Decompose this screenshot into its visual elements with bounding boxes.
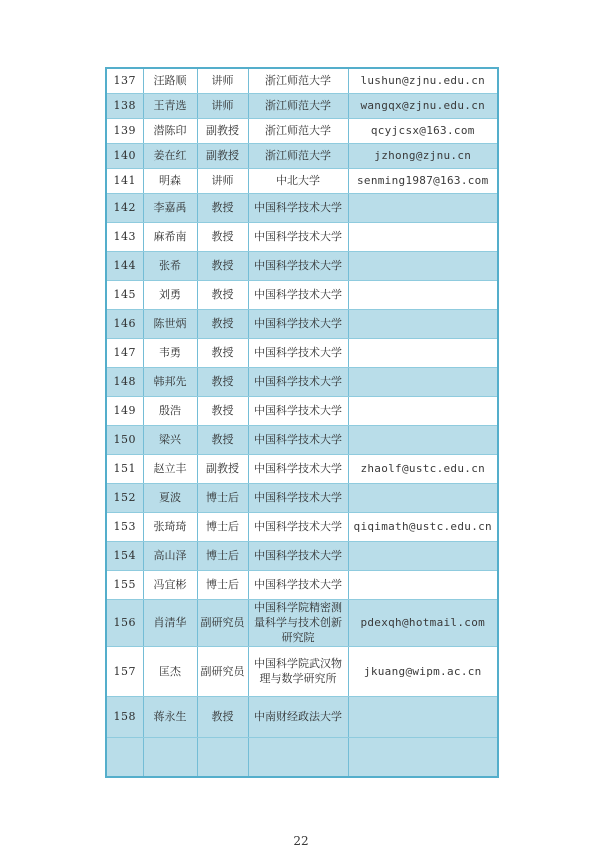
cell-index: 144 — [106, 251, 143, 280]
cell-index: 138 — [106, 93, 143, 118]
cell-name: 殷浩 — [143, 396, 197, 425]
table-row — [106, 512, 498, 541]
cell-email: lushun@zjnu.edu.cn — [348, 68, 498, 93]
cell-index: 157 — [106, 646, 143, 696]
cell-email — [348, 396, 498, 425]
cell-email — [348, 280, 498, 309]
cell-affiliation: 中南财经政法大学 — [248, 696, 348, 737]
cell-title: 讲师 — [197, 93, 248, 118]
cell-email — [348, 425, 498, 454]
cell-index: 142 — [106, 193, 143, 222]
table-row — [106, 396, 498, 425]
cell-index: 156 — [106, 599, 143, 646]
cell-email — [348, 338, 498, 367]
cell-affiliation: 中国科学技术大学 — [248, 570, 348, 599]
table-row — [106, 143, 498, 168]
cell-name: 陈世炳 — [143, 309, 197, 338]
cell-email: pdexqh@hotmail.com — [348, 599, 498, 646]
cell-name: 韩邦先 — [143, 367, 197, 396]
cell-email — [348, 570, 498, 599]
table-row — [106, 168, 498, 193]
cell-index: 152 — [106, 483, 143, 512]
cell-title: 副教授 — [197, 118, 248, 143]
cell-affiliation: 中国科学技术大学 — [248, 309, 348, 338]
cell-title: 教授 — [197, 309, 248, 338]
cell-title: 博士后 — [197, 512, 248, 541]
cell-affiliation: 中国科学院武汉物理与数学研究所 — [248, 646, 348, 696]
cell-affiliation: 中国科学技术大学 — [248, 280, 348, 309]
cell-affiliation: 浙江师范大学 — [248, 118, 348, 143]
table-row — [106, 425, 498, 454]
cell-title: 教授 — [197, 696, 248, 737]
cell-title: 教授 — [197, 222, 248, 251]
cell-email: jkuang@wipm.ac.cn — [348, 646, 498, 696]
cell-email — [348, 222, 498, 251]
table-row — [106, 93, 498, 118]
cell-email — [348, 483, 498, 512]
cell-title: 副教授 — [197, 454, 248, 483]
cell-name: 肖清华 — [143, 599, 197, 646]
cell-index: 153 — [106, 512, 143, 541]
cell-email: qiqimath@ustc.edu.cn — [348, 512, 498, 541]
cell-title: 博士后 — [197, 541, 248, 570]
cell-name: 汪路顺 — [143, 68, 197, 93]
cell-name: 蒋永生 — [143, 696, 197, 737]
cell-email: jzhong@zjnu.cn — [348, 143, 498, 168]
table-row — [106, 251, 498, 280]
cell-title: 博士后 — [197, 570, 248, 599]
cell-index: 147 — [106, 338, 143, 367]
cell-name: 梁兴 — [143, 425, 197, 454]
cell-name: 麻希南 — [143, 222, 197, 251]
cell-affiliation: 中国科学技术大学 — [248, 222, 348, 251]
cell-title: 讲师 — [197, 168, 248, 193]
cell-email — [348, 309, 498, 338]
cell-title: 副教授 — [197, 143, 248, 168]
cell-name: 姜在红 — [143, 143, 197, 168]
table-row — [106, 280, 498, 309]
cell-index: 154 — [106, 541, 143, 570]
table-row — [106, 309, 498, 338]
cell-email — [348, 193, 498, 222]
cell-title: 博士后 — [197, 483, 248, 512]
table-row — [106, 570, 498, 599]
cell-title: 教授 — [197, 396, 248, 425]
table-row — [106, 454, 498, 483]
cell-name: 李嘉禹 — [143, 193, 197, 222]
cell-index: 155 — [106, 570, 143, 599]
cell-email — [348, 251, 498, 280]
cell-index: 151 — [106, 454, 143, 483]
faculty-table-body — [106, 68, 498, 777]
cell-affiliation: 中国科学院精密测量科学与技术创新研究院 — [248, 599, 348, 646]
table-row — [106, 338, 498, 367]
cell-index: 146 — [106, 309, 143, 338]
cell-email — [348, 541, 498, 570]
cell-title: 教授 — [197, 280, 248, 309]
faculty-table — [105, 67, 499, 778]
cell-title: 副研究员 — [197, 599, 248, 646]
cell-name: 冯宜彬 — [143, 570, 197, 599]
cell-title: 副研究员 — [197, 646, 248, 696]
cell-affiliation: 中国科学技术大学 — [248, 483, 348, 512]
cell-title: 教授 — [197, 193, 248, 222]
cell-index: 150 — [106, 425, 143, 454]
cell-affiliation: 中国科学技术大学 — [248, 338, 348, 367]
cell-index: 139 — [106, 118, 143, 143]
table-row — [106, 367, 498, 396]
cell-email: qcyjcsx@163.com — [348, 118, 498, 143]
cell-name: 刘勇 — [143, 280, 197, 309]
table-row — [106, 193, 498, 222]
cell-name: 张希 — [143, 251, 197, 280]
cell-name: 高山泽 — [143, 541, 197, 570]
cell-index: 137 — [106, 68, 143, 93]
cell-name: 张琦琦 — [143, 512, 197, 541]
cell-title: 教授 — [197, 251, 248, 280]
cell-affiliation: 中国科学技术大学 — [248, 367, 348, 396]
table-row — [106, 68, 498, 93]
cell-name: 潜陈印 — [143, 118, 197, 143]
cell-email: senming1987@163.com — [348, 168, 498, 193]
cell-name: 匡杰 — [143, 646, 197, 696]
cell-title: 教授 — [197, 367, 248, 396]
cell-affiliation: 中北大学 — [248, 168, 348, 193]
cell-title — [197, 737, 248, 777]
cell-name: 夏波 — [143, 483, 197, 512]
cell-index: 148 — [106, 367, 143, 396]
table-row — [106, 118, 498, 143]
cell-title: 教授 — [197, 425, 248, 454]
cell-affiliation: 中国科学技术大学 — [248, 396, 348, 425]
cell-email — [348, 737, 498, 777]
cell-affiliation: 浙江师范大学 — [248, 93, 348, 118]
table-row — [106, 599, 498, 646]
cell-affiliation: 浙江师范大学 — [248, 143, 348, 168]
cell-index: 141 — [106, 168, 143, 193]
cell-email: wangqx@zjnu.edu.cn — [348, 93, 498, 118]
cell-index — [106, 737, 143, 777]
table-row — [106, 737, 498, 777]
cell-affiliation — [248, 737, 348, 777]
cell-affiliation: 中国科学技术大学 — [248, 251, 348, 280]
cell-name: 韦勇 — [143, 338, 197, 367]
cell-index: 158 — [106, 696, 143, 737]
cell-name: 赵立丰 — [143, 454, 197, 483]
cell-name: 明森 — [143, 168, 197, 193]
cell-title: 教授 — [197, 338, 248, 367]
table-row — [106, 483, 498, 512]
table-row — [106, 646, 498, 696]
cell-index: 145 — [106, 280, 143, 309]
cell-affiliation: 浙江师范大学 — [248, 68, 348, 93]
table-row — [106, 696, 498, 737]
cell-affiliation: 中国科学技术大学 — [248, 425, 348, 454]
cell-affiliation: 中国科学技术大学 — [248, 512, 348, 541]
cell-affiliation: 中国科学技术大学 — [248, 193, 348, 222]
cell-affiliation: 中国科学技术大学 — [248, 454, 348, 483]
cell-name — [143, 737, 197, 777]
cell-affiliation: 中国科学技术大学 — [248, 541, 348, 570]
cell-name: 王青选 — [143, 93, 197, 118]
cell-index: 140 — [106, 143, 143, 168]
table-row — [106, 541, 498, 570]
cell-index: 143 — [106, 222, 143, 251]
cell-title: 讲师 — [197, 68, 248, 93]
table-row — [106, 222, 498, 251]
cell-email — [348, 367, 498, 396]
cell-email — [348, 696, 498, 737]
cell-index: 149 — [106, 396, 143, 425]
page-number: 22 — [293, 834, 309, 848]
cell-email: zhaolf@ustc.edu.cn — [348, 454, 498, 483]
